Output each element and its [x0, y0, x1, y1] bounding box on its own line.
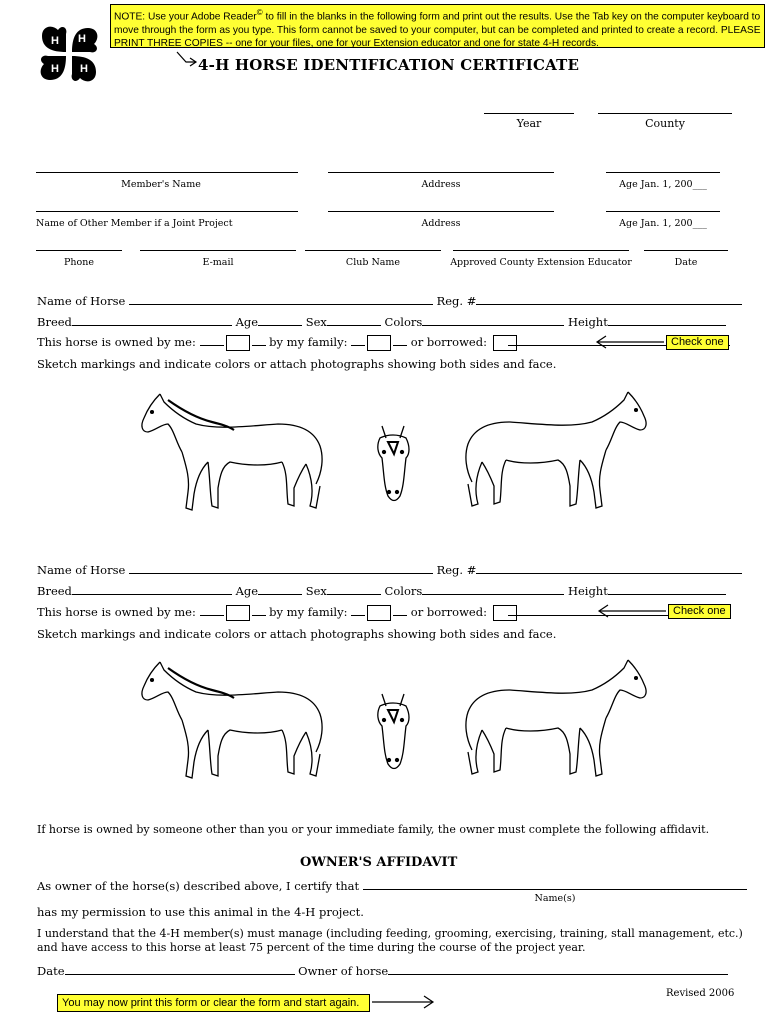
horse2-name-field[interactable]	[129, 562, 433, 574]
affidavit-certify-label: As owner of the horse(s) described above, I certify that	[37, 879, 360, 893]
print-note: You may now print this form or clear the form and start again.	[57, 994, 370, 1012]
affidavit-date-field[interactable]	[65, 963, 295, 975]
horse2-breed-row	[37, 583, 726, 598]
horse1-colors-label: Colors	[384, 315, 423, 329]
affidavit-understand-1: I understand that the 4-H member(s) must manage (including feeding, grooming, exercising, training, stall management, etc.)	[37, 927, 743, 940]
horse1-name-label: Name of Horse	[37, 294, 126, 308]
county-field[interactable]	[598, 113, 732, 114]
other-member-age-label: Age Jan. 1, 200___	[619, 218, 707, 229]
member-age-label: Age Jan. 1, 200___	[619, 179, 707, 190]
horse2-breed-field[interactable]	[72, 583, 232, 595]
horse2-sex-label: Sex	[305, 584, 327, 598]
affidavit-permission: has my permission to use this animal in the 4-H project.	[37, 905, 364, 919]
horse2-age-field[interactable]	[258, 583, 302, 595]
note-copyright: ©	[256, 8, 263, 17]
horse2-owned-borrowed-checkbox[interactable]	[493, 605, 517, 621]
affidavit-date-label: Date	[37, 964, 65, 978]
other-member-age-field[interactable]	[606, 211, 720, 212]
svg-text:H: H	[51, 63, 59, 75]
horse1-reg-label: Reg. #	[436, 294, 477, 308]
horse2-owned-me-checkbox[interactable]	[226, 605, 250, 621]
arrow-left-icon	[596, 603, 668, 619]
horse1-name-field[interactable]	[129, 293, 433, 305]
arrow-right-icon	[370, 994, 436, 1010]
note-text-a: NOTE: Use your Adobe Reader	[114, 11, 257, 23]
date-label: Date	[674, 257, 698, 268]
date-field[interactable]	[644, 250, 728, 251]
affidavit-certify-row	[37, 878, 747, 893]
horse2-owned-row	[37, 604, 519, 621]
educator-label: Approved County Extension Educator	[450, 257, 632, 268]
horse1-age-label: Age	[235, 315, 259, 329]
horse1-owned-me-checkbox[interactable]	[226, 335, 250, 351]
horse1-breed-field[interactable]	[72, 314, 232, 326]
horse1-owned-borrowed-label: or borrowed:	[410, 335, 487, 349]
horse2-owned-family-checkbox[interactable]	[367, 605, 391, 621]
affidavit-names-label: Name(s)	[534, 893, 576, 904]
page-title: 4-H HORSE IDENTIFICATION CERTIFICATE	[198, 56, 580, 74]
county-label: County	[645, 117, 685, 130]
horse1-breed-row	[37, 314, 726, 329]
horse2-owned-me-label: This horse is owned by me:	[37, 605, 196, 619]
horse2-age-label: Age	[235, 584, 259, 598]
email-label: E-mail	[202, 257, 234, 268]
affidavit-owner-field[interactable]	[388, 963, 728, 975]
svg-text:H: H	[51, 35, 59, 47]
other-member-address-field[interactable]	[328, 211, 554, 212]
arrow-left-icon	[594, 334, 666, 350]
horse2-name-row	[37, 562, 742, 577]
horse1-sketch-instructions: Sketch markings and indicate colors or attach photographs showing both sides and face.	[37, 357, 557, 371]
horse2-height-label: Height	[567, 584, 608, 598]
horse2-breed-label: Breed	[37, 584, 72, 598]
horse1-age-field[interactable]	[258, 314, 302, 326]
horse1-height-field[interactable]	[608, 314, 726, 326]
horse1-left-side-outline	[138, 388, 328, 520]
horse1-check-one-note: Check one	[666, 335, 729, 350]
horse2-reg-field[interactable]	[476, 562, 742, 574]
horse1-owned-family-label: by my family:	[269, 335, 348, 349]
year-field[interactable]	[484, 113, 574, 114]
horse2-reg-label: Reg. #	[436, 563, 477, 577]
horse2-right-side-outline	[460, 654, 650, 786]
horse2-left-side-outline	[138, 656, 328, 788]
affidavit-owner-label: Owner of horse	[298, 964, 389, 978]
horse2-sketch-instructions: Sketch markings and indicate colors or attach photographs showing both sides and face.	[37, 627, 557, 641]
horse1-owned-row	[37, 334, 519, 351]
horse1-right-side-outline	[460, 386, 650, 518]
club-name-label: Club Name	[345, 257, 401, 268]
affidavit-understand-2: and have access to this horse at least 75 percent of the time during the course of the project year.	[37, 941, 586, 954]
phone-field[interactable]	[36, 250, 122, 251]
horse2-name-label: Name of Horse	[37, 563, 126, 577]
svg-text:H: H	[80, 63, 88, 75]
horse1-sex-label: Sex	[305, 315, 327, 329]
member-name-field[interactable]	[36, 172, 298, 173]
horse2-face-outline	[374, 692, 412, 772]
horse1-sex-field[interactable]	[327, 314, 381, 326]
horse1-breed-label: Breed	[37, 315, 72, 329]
horse2-sex-field[interactable]	[327, 583, 381, 595]
horse1-face-outline	[374, 424, 412, 504]
horse2-colors-field[interactable]	[422, 583, 564, 595]
other-member-address-label: Address	[421, 218, 461, 229]
horse2-check-one-note: Check one	[668, 604, 731, 619]
affidavit-title: OWNER'S AFFIDAVIT	[300, 855, 458, 870]
horse1-height-label: Height	[567, 315, 608, 329]
other-member-name-label: Name of Other Member if a Joint Project	[36, 218, 233, 229]
phone-label: Phone	[64, 257, 94, 268]
horse2-owned-borrowed-label: or borrowed:	[410, 605, 487, 619]
horse1-owned-me-label: This horse is owned by me:	[37, 335, 196, 349]
member-address-label: Address	[421, 179, 461, 190]
other-member-name-field[interactable]	[36, 211, 298, 212]
revised-date: Revised 2006	[666, 988, 735, 999]
member-age-field[interactable]	[606, 172, 720, 173]
member-address-field[interactable]	[328, 172, 554, 173]
affidavit-sign-row	[37, 963, 728, 978]
horse1-name-row	[37, 293, 742, 308]
year-label: Year	[516, 117, 542, 130]
note-text-b: to fill in the blanks in the following form and print out the results. Use the Tab key on the computer keyboard to move through the form as you type. This form cannot be saved to your computer, but can be completed and printed to create a record. PLEASE PRINT THREE COPIES -- one for your files, one for your Extension educator and one for state 4-H records.	[114, 11, 761, 50]
horse1-owned-borrowed-checkbox[interactable]	[493, 335, 517, 351]
affidavit-names-field[interactable]	[363, 878, 747, 890]
svg-text:H: H	[78, 33, 86, 45]
instruction-note	[110, 4, 765, 48]
horse1-owned-family-checkbox[interactable]	[367, 335, 391, 351]
club-name-field[interactable]	[305, 250, 441, 251]
horse2-owned-family-label: by my family:	[269, 605, 348, 619]
horse1-colors-field[interactable]	[422, 314, 564, 326]
email-field[interactable]	[140, 250, 296, 251]
educator-field[interactable]	[453, 250, 629, 251]
member-name-label: Member's Name	[121, 179, 201, 190]
horse1-reg-field[interactable]	[476, 293, 742, 305]
horse2-height-field[interactable]	[608, 583, 726, 595]
four-leaf-clover-logo	[36, 22, 104, 88]
arrow-right-icon	[176, 48, 198, 68]
horse2-colors-label: Colors	[384, 584, 423, 598]
affidavit-intro: If horse is owned by someone other than you or your immediate family, the owner must complete the following affidavit.	[37, 823, 710, 836]
